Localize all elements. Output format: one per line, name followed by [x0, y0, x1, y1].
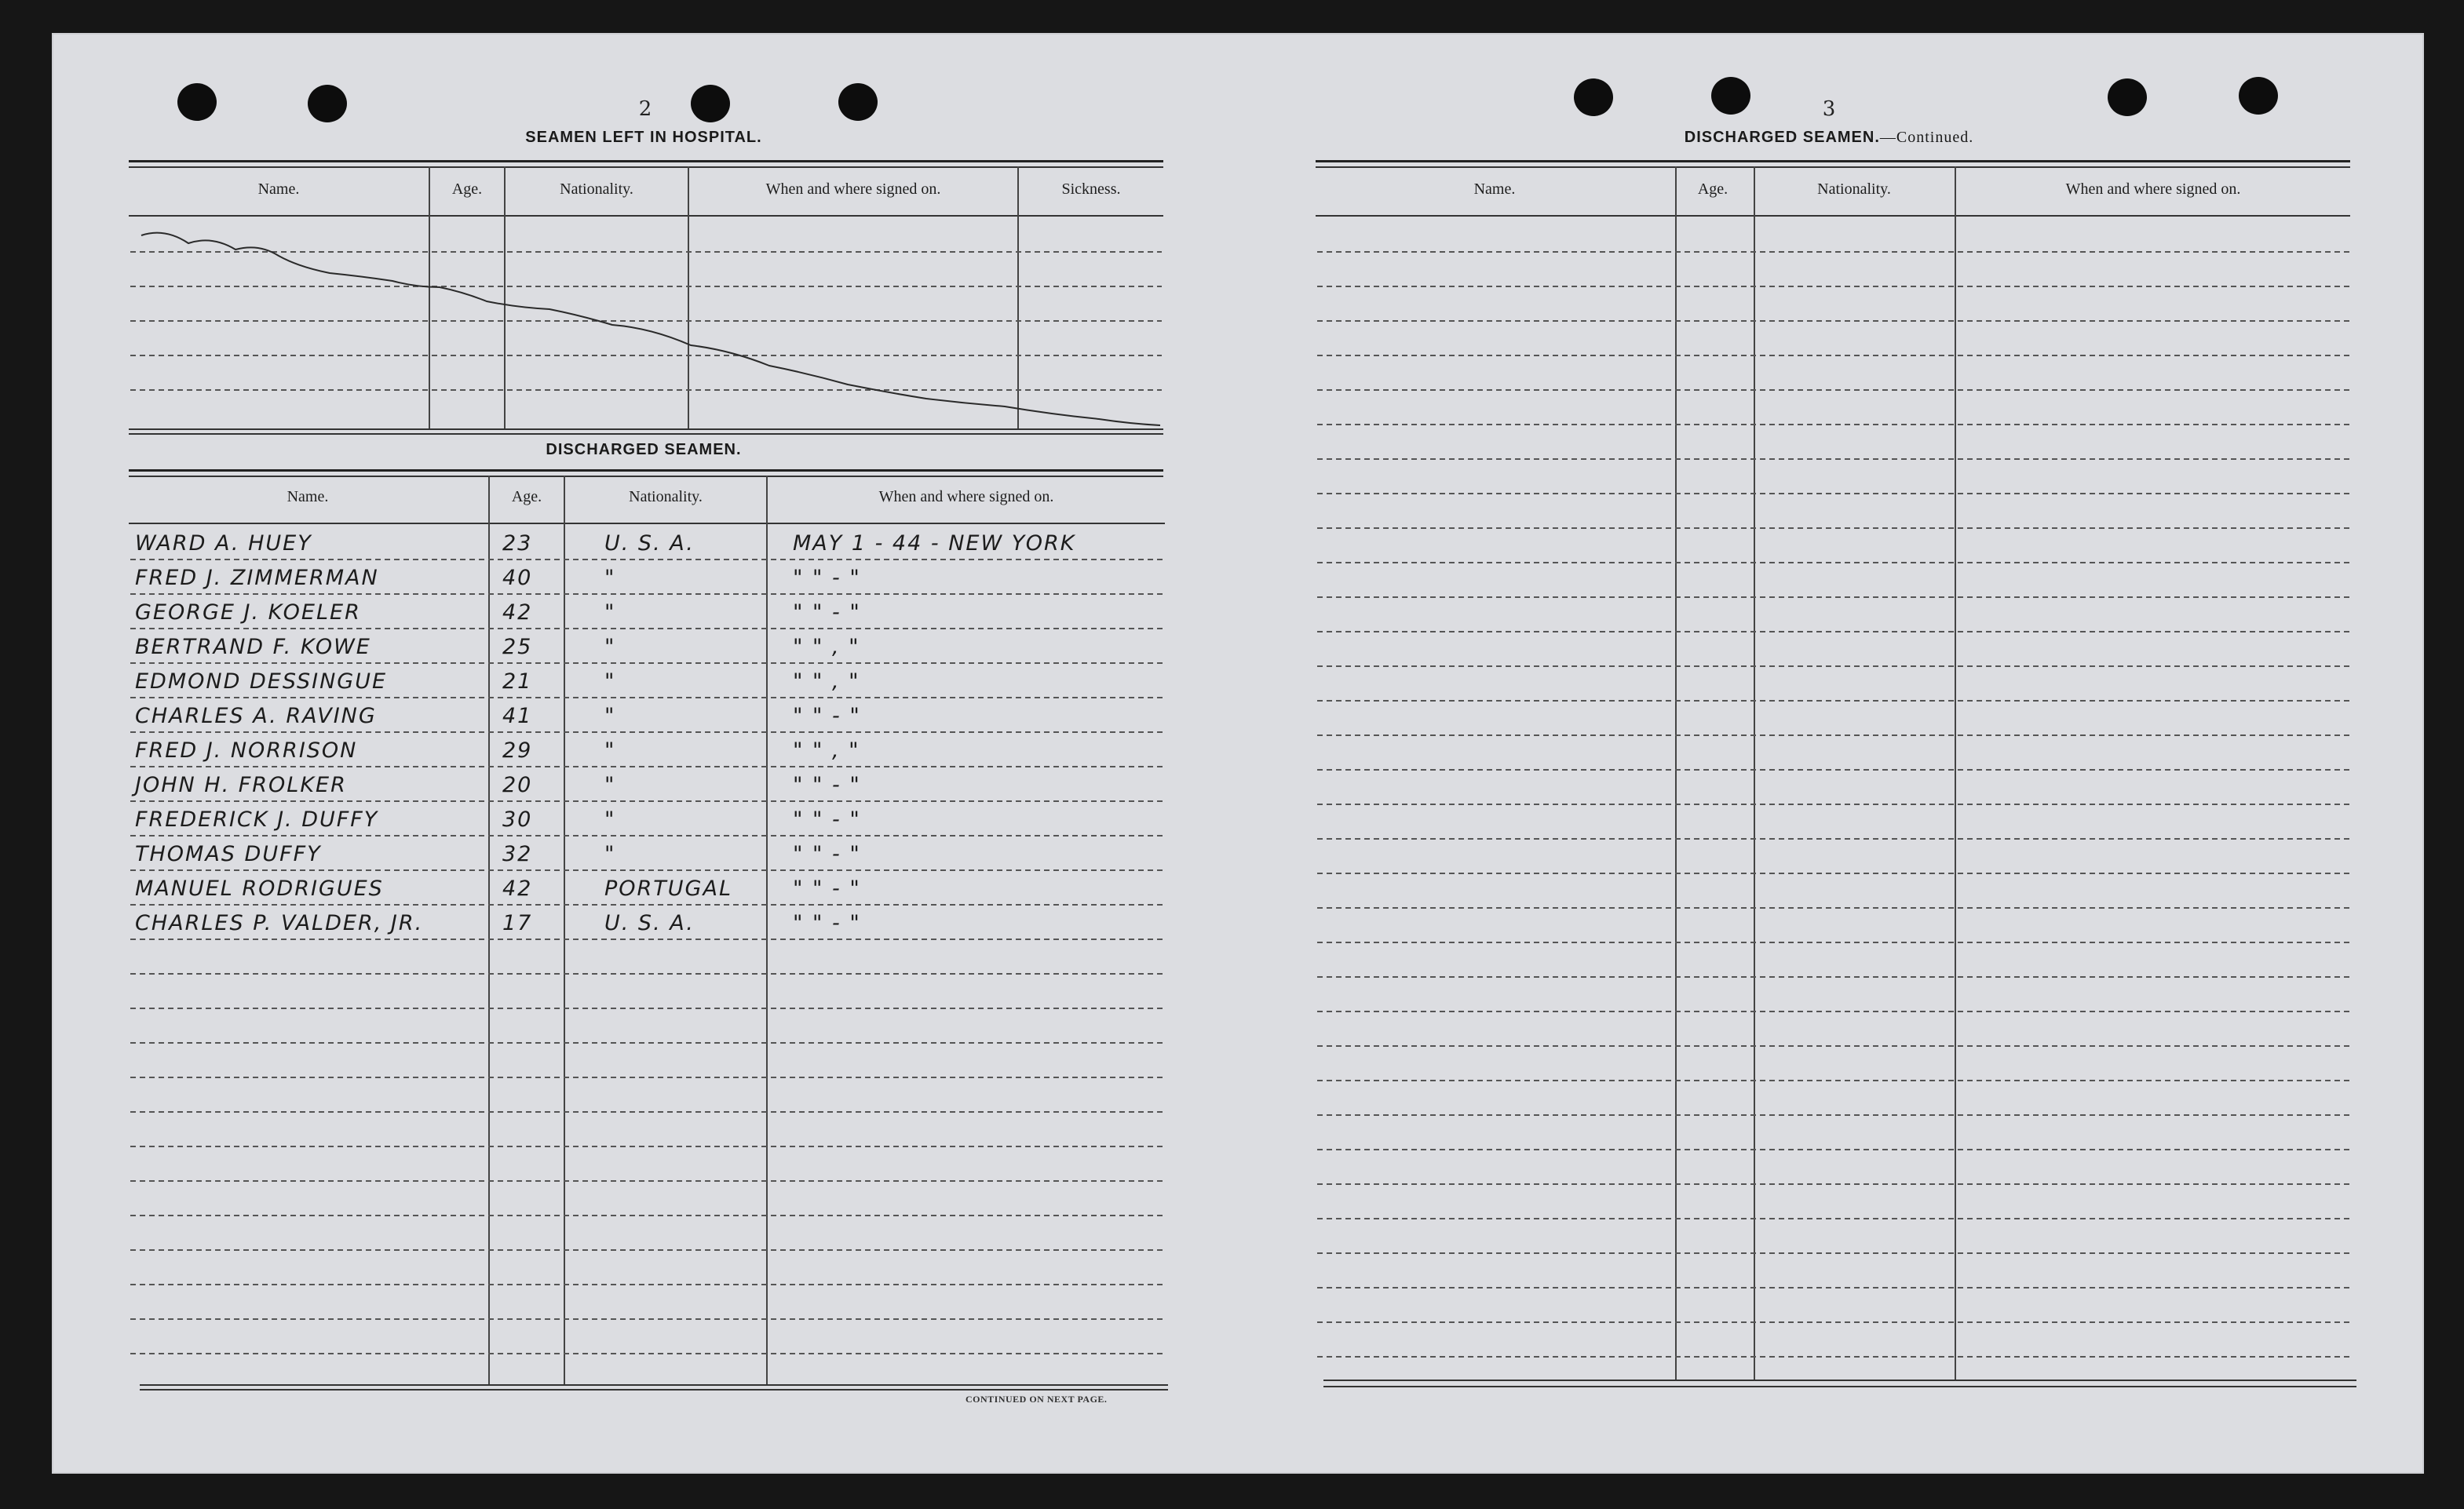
entry-nationality: U. S. A. [604, 531, 695, 556]
entry-age: 23 [502, 531, 533, 556]
ruled-line [1317, 665, 2350, 667]
ruled-line [1317, 1011, 2350, 1012]
hospital-section-title: SEAMEN LEFT IN HOSPITAL. [525, 129, 762, 146]
ruled-line [130, 1180, 1165, 1182]
discharged-col-signed-on: When and where signed on. [878, 488, 1054, 505]
ruled-line [130, 697, 1165, 698]
ruled-line [130, 1249, 1165, 1251]
entry-name: GEORGE J. KOELER [135, 600, 361, 625]
ruled-line [1317, 1114, 2350, 1116]
ruled-line [1317, 976, 2350, 978]
page-number-left: 2 [638, 97, 652, 121]
ruled-line [1317, 355, 2350, 356]
entry-nationality: " [604, 807, 616, 832]
entry-nationality: " [604, 842, 616, 866]
entry-nationality: " [604, 773, 616, 797]
entry-name: WARD A. HUEY [135, 531, 312, 556]
entry-nationality: " [604, 566, 616, 590]
ruled-line [1317, 700, 2350, 702]
entry-name: CHARLES A. RAVING [135, 704, 377, 728]
discharged-col-name: Name. [287, 488, 329, 505]
entry-age: 42 [502, 600, 533, 625]
ruled-line [1317, 838, 2350, 840]
discharged-col-age: Age. [511, 488, 542, 505]
ruled-line [1317, 493, 2350, 494]
entry-signed-on: " " , " [793, 635, 860, 659]
entry-name: CHARLES P. VALDER, JR. [135, 911, 424, 935]
entry-age: 25 [502, 635, 533, 659]
discharged-continued-title [1593, 129, 2064, 147]
entry-signed-on: " " - " [793, 877, 861, 901]
entry-age: 42 [502, 877, 533, 901]
ruled-line [130, 628, 1165, 629]
ruled-line [1317, 527, 2350, 529]
ruled-line [130, 1353, 1165, 1354]
entry-age: 29 [502, 738, 533, 763]
entry-nationality: " [604, 635, 616, 659]
discharged-section-title: DISCHARGED SEAMEN. [546, 441, 742, 458]
ruled-line [1317, 734, 2350, 736]
ruled-line [1317, 1080, 2350, 1081]
ruled-line [1317, 424, 2350, 425]
ruled-line [1317, 562, 2350, 563]
entry-signed-on: " " - " [793, 842, 861, 866]
entry-nationality: U. S. A. [604, 911, 695, 935]
entry-age: 41 [502, 704, 533, 728]
entry-name: FRED J. NORRISON [135, 738, 358, 763]
ruled-line [1317, 907, 2350, 909]
ruled-line [1317, 942, 2350, 943]
ruled-line [1317, 1252, 2350, 1254]
ruled-line [1317, 1287, 2350, 1288]
ruled-line [130, 973, 1165, 975]
ruled-line [130, 559, 1165, 560]
entry-signed-on: " " - " [793, 600, 861, 625]
ruled-line [130, 835, 1165, 837]
ruled-line [1317, 769, 2350, 771]
right-col-age: Age. [1697, 180, 1728, 198]
right-col-signed-on: When and where signed on. [2065, 180, 2241, 198]
ruled-line [1317, 458, 2350, 460]
hospital-col-signed-on: When and where signed on. [765, 180, 941, 198]
ruled-line [130, 1146, 1165, 1147]
entry-nationality: PORTUGAL [604, 877, 732, 901]
hospital-col-name: Name. [257, 180, 300, 198]
entry-signed-on: MAY 1 - 44 - NEW YORK [793, 531, 1076, 556]
hospital-col-sickness: Sickness. [1061, 180, 1121, 198]
ruled-line [1317, 1356, 2350, 1358]
entry-name: EDMOND DESSINGUE [135, 669, 388, 694]
entry-name: FREDERICK J. DUFFY [135, 807, 379, 832]
entry-nationality: " [604, 738, 616, 763]
entry-age: 32 [502, 842, 533, 866]
ruled-line [130, 731, 1165, 733]
ruled-line [1317, 873, 2350, 874]
entry-signed-on: " " , " [793, 669, 860, 694]
entry-name: MANUEL RODRIGUES [135, 877, 384, 901]
ruled-line [1317, 1183, 2350, 1185]
entry-nationality: " [604, 600, 616, 625]
entry-signed-on: " " - " [793, 704, 861, 728]
entry-nationality: " [604, 704, 616, 728]
entry-signed-on: " " - " [793, 773, 861, 797]
ruled-line [130, 904, 1165, 906]
entry-age: 17 [502, 911, 533, 935]
ruled-line [1317, 1149, 2350, 1150]
page-number-right: 3 [1822, 97, 1836, 121]
discharged-col-nationality: Nationality. [629, 488, 703, 505]
ruled-line [1317, 631, 2350, 632]
entry-signed-on: " " - " [793, 807, 861, 832]
entry-name: BERTRAND F. KOWE [135, 635, 371, 659]
ruled-line [130, 1042, 1165, 1044]
entry-signed-on: " " - " [793, 566, 861, 590]
entry-name: FRED J. ZIMMERMAN [135, 566, 379, 590]
ruled-line [1317, 1045, 2350, 1047]
entry-age: 21 [502, 669, 533, 694]
ruled-line [130, 800, 1165, 802]
ruled-line [130, 1318, 1165, 1320]
ruled-line [130, 1284, 1165, 1285]
ruled-line [1317, 389, 2350, 391]
continued-suffix: —Continued. [1879, 129, 1974, 146]
ruled-line [1317, 286, 2350, 287]
ruled-line [1317, 804, 2350, 805]
entry-name: JOHN H. FROLKER [135, 773, 347, 797]
ruled-line [130, 662, 1165, 664]
ruled-line [130, 1215, 1165, 1216]
ruled-line [130, 1111, 1165, 1113]
ruled-line [1317, 251, 2350, 253]
ruled-line [1317, 1321, 2350, 1323]
ruled-line [130, 939, 1165, 940]
entry-signed-on: " " - " [793, 911, 861, 935]
entry-age: 30 [502, 807, 533, 832]
ruled-line [130, 593, 1165, 595]
entry-name: THOMAS DUFFY [135, 842, 322, 866]
entry-age: 20 [502, 773, 533, 797]
ruled-line [1317, 320, 2350, 322]
entry-nationality: " [604, 669, 616, 694]
right-col-name: Name. [1473, 180, 1516, 198]
entry-signed-on: " " , " [793, 738, 860, 763]
ruled-line [1317, 596, 2350, 598]
right-col-nationality: Nationality. [1817, 180, 1891, 198]
ruled-line [130, 869, 1165, 871]
ruled-line [130, 1008, 1165, 1009]
ruled-line [1317, 1218, 2350, 1219]
ruled-line [130, 1077, 1165, 1078]
continued-note: CONTINUED ON NEXT PAGE. [966, 1394, 1108, 1405]
entry-age: 40 [502, 566, 533, 590]
hospital-col-nationality: Nationality. [560, 180, 633, 198]
ruled-line [130, 766, 1165, 767]
discharged-title-text: DISCHARGED SEAMEN. [1684, 129, 1880, 146]
hospital-col-age: Age. [451, 180, 483, 198]
